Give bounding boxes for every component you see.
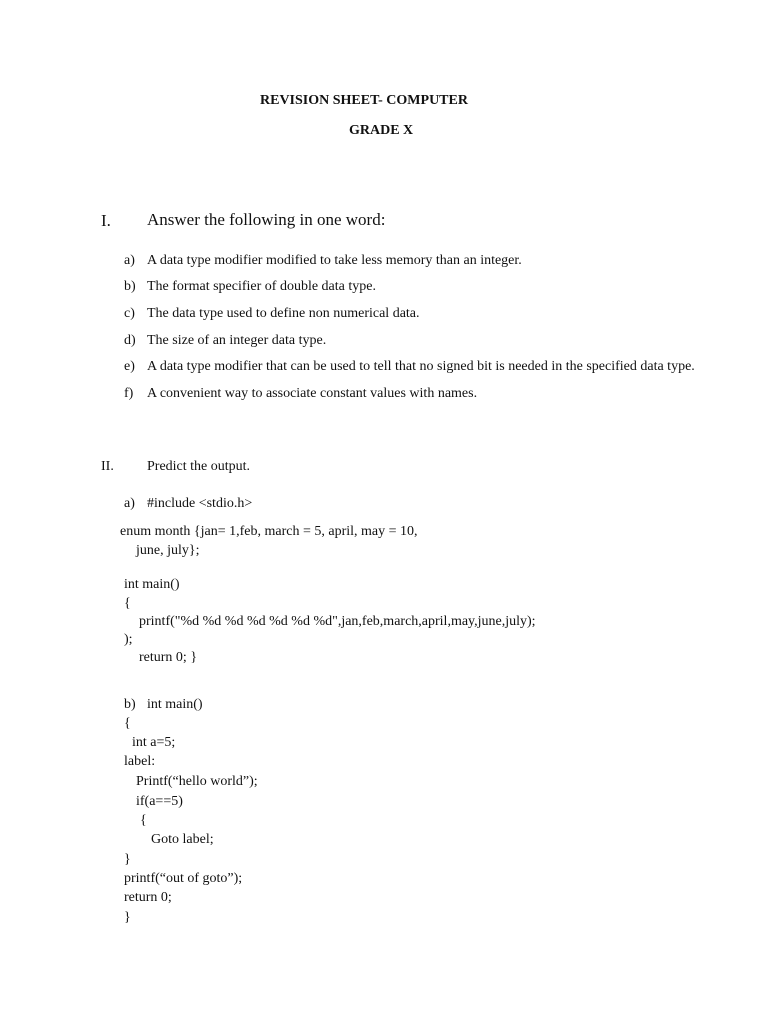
part-a-marker: a) <box>124 496 135 511</box>
code-line: { <box>124 716 131 731</box>
list-item-marker: f) <box>124 386 134 401</box>
list-item-text: A convenient way to associate constant values with names. <box>147 386 478 401</box>
code-line: int main() <box>124 577 180 592</box>
code-line: #include <stdio.h> <box>147 496 253 511</box>
part-b-marker: b) <box>124 697 136 712</box>
code-line: label: <box>124 754 156 769</box>
list-item-text: A data type modifier modified to take less memory than an integer. <box>147 253 522 268</box>
code-line: ); <box>124 632 133 647</box>
section-2-heading: Predict the output. <box>147 459 251 474</box>
section-1-heading: Answer the following in one word: <box>147 210 386 229</box>
code-line: int a=5; <box>132 735 176 750</box>
list-item-marker: e) <box>124 359 135 374</box>
list-item-marker: b) <box>124 279 136 294</box>
list-item-marker: d) <box>124 333 136 348</box>
code-line: return 0; <box>124 890 172 905</box>
list-item-marker: a) <box>124 253 135 268</box>
code-line: june, july}; <box>136 543 200 558</box>
code-line: printf("%d %d %d %d %d %d %d",jan,feb,march,april,may,june,july); <box>139 614 536 629</box>
section-1-numeral: I. <box>101 211 111 230</box>
list-item-text: The format specifier of double data type. <box>147 279 376 294</box>
code-line: } <box>124 910 131 925</box>
code-line: { <box>124 596 131 611</box>
list-item-text: The size of an integer data type. <box>147 333 327 348</box>
list-item-text: A data type modifier that can be used to tell that no signed bit is needed in the specified data type. <box>147 359 695 374</box>
list-item-text: The data type used to define non numerical data. <box>147 306 420 321</box>
code-line: if(a==5) <box>136 794 183 809</box>
code-line: printf(“out of goto”); <box>124 871 243 886</box>
code-line: enum month {jan= 1,feb, march = 5, april, may = 10, <box>120 524 418 539</box>
code-line: { <box>140 813 147 828</box>
code-line: } <box>124 852 131 867</box>
code-line: Printf(“hello world”); <box>136 774 258 789</box>
code-line: Goto label; <box>151 832 214 847</box>
document-subtitle: GRADE X <box>349 123 414 138</box>
code-line: int main() <box>147 697 203 712</box>
document-title: REVISION SHEET- COMPUTER <box>260 93 468 108</box>
list-item-marker: c) <box>124 306 135 321</box>
code-line: return 0; } <box>139 650 198 665</box>
section-2-numeral: II. <box>101 459 114 474</box>
